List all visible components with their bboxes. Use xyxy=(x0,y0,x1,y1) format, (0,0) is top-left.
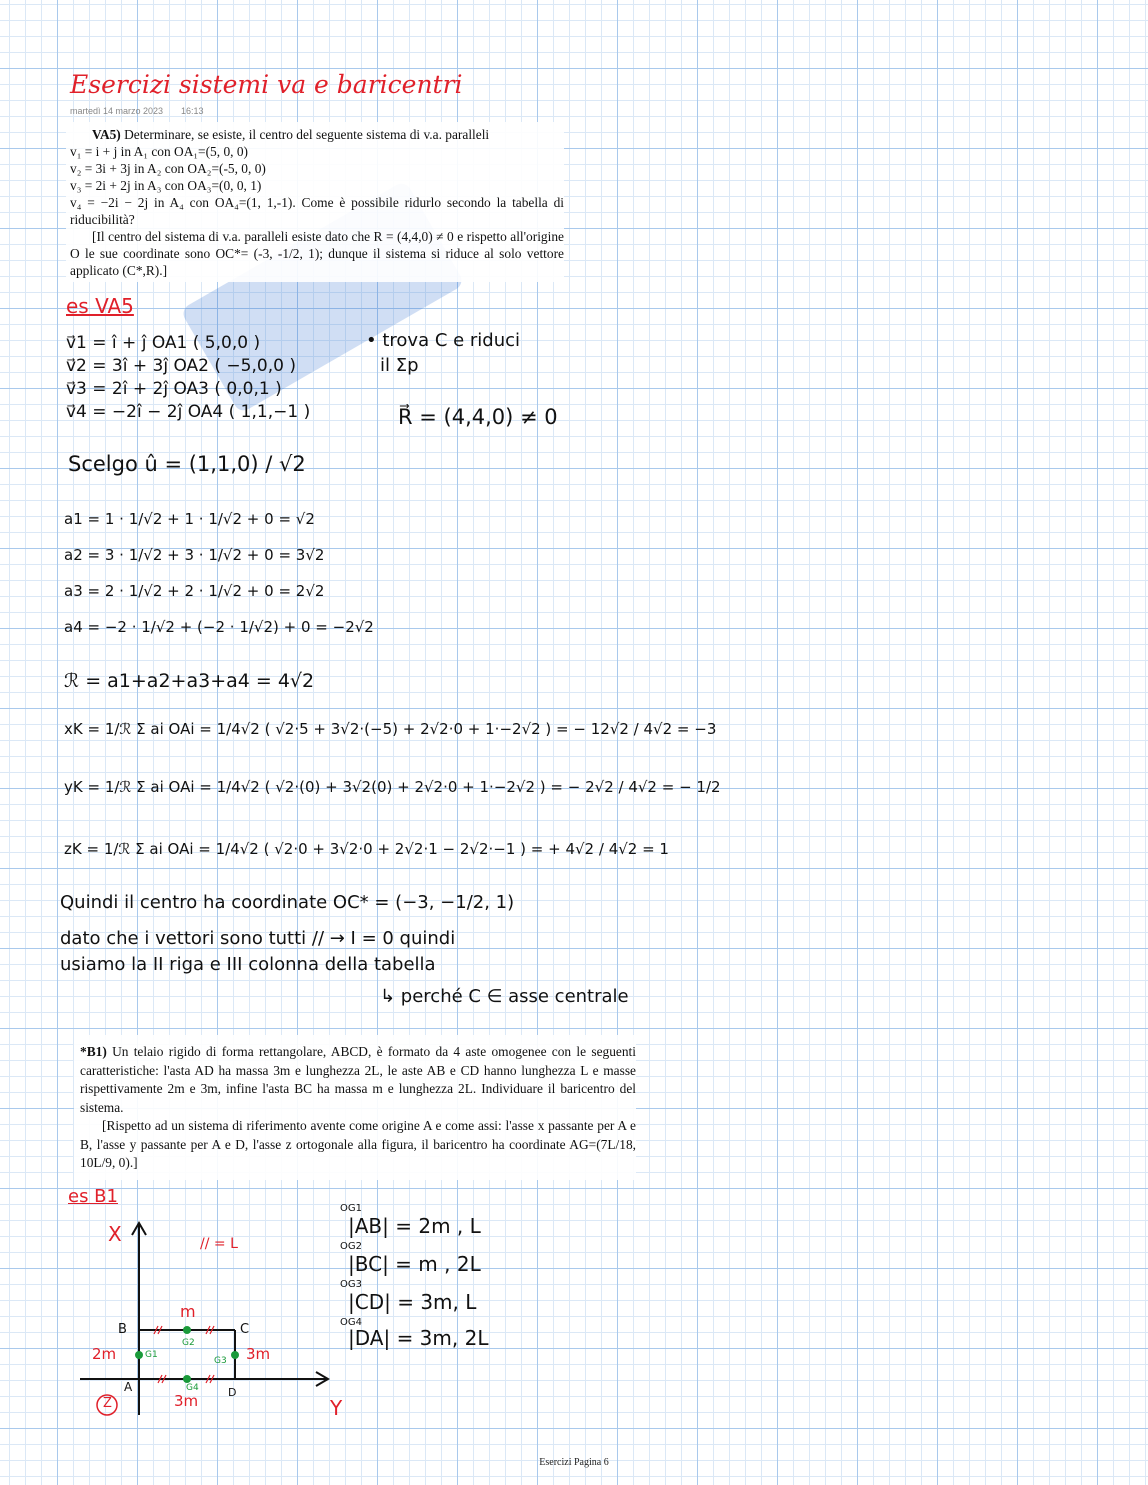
xk-computation: xK = 1/ℛ Σ ai OAi = 1/4√2 ( √2·5 + 3√2·(−5) + 2√2·0 + 1·−2√2 ) = − 12√2 / 4√2 = −3 xyxy=(64,720,717,738)
axis-z-label: Z xyxy=(103,1396,112,1411)
problem-b1-text: Un telaio rigido di forma rettangolare, ABCD, è formato da 4 aste omogenee con le seguenti caratteristiche: l'asta AD ha massa 3m e lunghezza 2L, le aste AB e CD hanno lunghezza L e masse rispettivamente 2m e 3m, infine l'asta BC ha massa m e lunghezza 2L. Individuare il baricentro del sistema. xyxy=(80,1044,636,1115)
og-tag: OG1 xyxy=(340,1203,362,1214)
mass-da-label: 3m xyxy=(174,1392,199,1410)
g3-label: G3 xyxy=(214,1356,227,1366)
page-footer: Esercizi Pagina 6 xyxy=(539,1457,609,1468)
point-c-label: C xyxy=(240,1322,250,1337)
note-date: martedì 14 marzo 2023 xyxy=(70,106,164,116)
mass-cd-label: 3m xyxy=(246,1345,271,1363)
problem-b1-label: *B1) xyxy=(80,1044,107,1059)
coefficient-line: a3 = 2 · 1/√2 + 2 · 1/√2 + 0 = 2√2 xyxy=(64,582,325,600)
bar-row: |AB| = 2m , L xyxy=(348,1214,481,1238)
yk-computation: yK = 1/ℛ Σ ai OAi = 1/4√2 ( √2·(0) + 3√2(0) + 2√2·0 + 1·−2√2 ) = − 2√2 / 4√2 = − 1/2 xyxy=(64,778,721,796)
vector-list xyxy=(66,332,310,424)
task-line: • trova C e riduci xyxy=(366,330,521,351)
g1-point xyxy=(135,1351,143,1359)
problem-va5-text: Determinare, se esiste, il centro del seguente sistema di v.a. paralleli xyxy=(124,127,490,142)
notes-va5-heading: es VA5 xyxy=(66,294,134,318)
conclusion-line: Quindi il centro ha coordinate OC* = (−3, −1/2, 1) xyxy=(60,892,515,913)
mass-bc-label: m xyxy=(180,1302,196,1321)
problem-va5-label: VA5) xyxy=(92,127,121,142)
coefficient-line: a4 = −2 · 1/√2 + (−2 · 1/√2) + 0 = −2√2 xyxy=(64,618,374,636)
bar-row: |CD| = 3m, L xyxy=(348,1290,477,1314)
mass-ab-label: 2m xyxy=(92,1345,117,1363)
notes-b1-heading: es B1 xyxy=(68,1186,118,1207)
g4-point xyxy=(183,1375,191,1383)
coefficient-line: a2 = 3 · 1/√2 + 3 · 1/√2 + 0 = 3√2 xyxy=(64,546,325,564)
point-b-label: B xyxy=(118,1322,127,1337)
task-line: il Σp xyxy=(380,355,419,376)
problem-va5-answer: [Il centro del sistema di v.a. paralleli esiste dato che R = (4,4,0) ≠ 0 e rispetto all'origine O le sue coordinate sono OC*= (-3, -1/2, 1); dunque il sistema si riduce al solo vettore applicato (C*,R).] xyxy=(70,229,564,278)
conclusion-line: ↳ perché C ∈ asse centrale xyxy=(380,986,629,1007)
conclusion-line: dato che i vettori sono tutti // → I = 0 quindi xyxy=(60,928,456,949)
problem-b1-answer: [Rispetto ad un sistema di riferimento avente come origine A e come assi: l'asse x passante per A e B, l'asse y passante per A e D, l'asse z ortogonale alla figura, il baricentro ha coordinate AG=(7L/18, 10L/9, 0).] xyxy=(80,1118,636,1170)
point-a-label: A xyxy=(124,1380,133,1394)
axis-y-label: Y xyxy=(330,1396,343,1420)
choose-unit-vector: Scelgo û = (1,1,0) / √2 xyxy=(68,452,306,476)
equal-length-note: // = L xyxy=(200,1236,238,1252)
g4-label: G4 xyxy=(186,1383,199,1393)
note-time: 16:13 xyxy=(181,106,204,116)
vector-line: v⃗4 = −2î − 2ĵ OA4 ( 1,1,−1 ) xyxy=(66,402,311,422)
g3-point xyxy=(231,1351,239,1359)
point-d-label: D xyxy=(228,1386,237,1399)
g1-label: G1 xyxy=(145,1350,158,1360)
g2-label: G2 xyxy=(182,1338,195,1348)
problem-va5-line: v₃ = 2i + 2j in A₃ con OA₃=(0, 0, 1) xyxy=(70,178,262,193)
resultant-scalar: ℛ = a1+a2+a3+a4 = 4√2 xyxy=(64,670,315,692)
vector-line: v⃗3 = 2î + 2ĵ OA3 ( 0,0,1 ) xyxy=(66,379,282,399)
vector-line: v⃗1 = î + ĵ OA1 ( 5,0,0 ) xyxy=(66,333,261,353)
bar-row: |BC| = m , 2L xyxy=(348,1252,481,1276)
problem-va5-line: v₁ = i + j in A₁ con OA₁=(5, 0, 0) xyxy=(70,144,248,159)
axis-x-label: X xyxy=(108,1222,122,1246)
bar-row: |DA| = 3m, 2L xyxy=(348,1326,489,1350)
og-tag: OG3 xyxy=(340,1279,362,1290)
problem-b1-box xyxy=(74,1035,636,1180)
og-tag: OG2 xyxy=(340,1241,362,1252)
problem-va5-line: v₄ = −2i − 2j in A₄ con OA₄=(1, 1,-1). Come è possibile ridurlo secondo la tabella di riducibilità? xyxy=(70,195,564,227)
vector-line: v⃗2 = 3î + 3ĵ OA2 ( −5,0,0 ) xyxy=(66,356,296,376)
problem-va5-box xyxy=(66,122,564,282)
problem-va5-line: v₂ = 3i + 3j in A₂ con OA₂=(-5, 0, 0) xyxy=(70,161,266,176)
page-title: Esercizi sistemi va e baricentri xyxy=(70,70,463,99)
g2-point xyxy=(183,1326,191,1334)
zk-computation: zK = 1/ℛ Σ ai OAi = 1/4√2 ( √2·0 + 3√2·0 + 2√2·1 − 2√2·−1 ) = + 4√2 / 4√2 = 1 xyxy=(64,840,669,858)
coefficient-line: a1 = 1 · 1/√2 + 1 · 1/√2 + 0 = √2 xyxy=(64,510,315,528)
resultant-vector: R⃗ = (4,4,0) ≠ 0 xyxy=(398,405,558,429)
og-tag: OG4 xyxy=(340,1317,362,1328)
conclusion-line: usiamo la II riga e III colonna della tabella xyxy=(60,954,436,975)
